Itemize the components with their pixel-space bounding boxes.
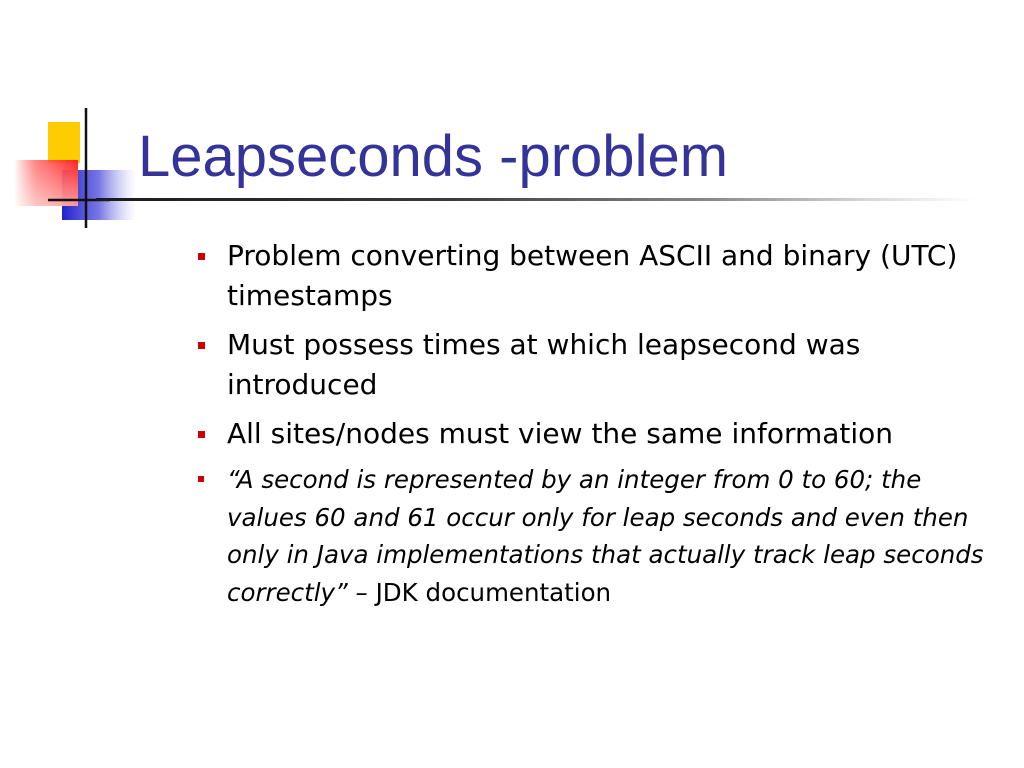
bullet-item (194, 414, 984, 454)
bullet-square-icon (198, 253, 205, 260)
bullet-square-icon (198, 476, 204, 482)
bullet-list (194, 236, 984, 611)
bullet-text: All sites/nodes must view the same information (227, 417, 894, 450)
yellow-square (48, 122, 80, 163)
quote-bullet-item (194, 461, 984, 611)
bullet-square-icon (198, 431, 205, 438)
bullet-square-icon (198, 342, 205, 349)
bullet-item (194, 325, 984, 405)
bullet-item (194, 236, 984, 316)
slide-title: Leapseconds -problem (138, 124, 729, 189)
bullet-text: Must possess times at which leapsecond was introduced (227, 328, 861, 401)
quote-text: “A second is represented by an integer from 0 to 60; the values 60 and 61 occur only for leap seconds and even then only in Java implementations that actually track leap seconds correctly” – (227, 465, 984, 607)
title-underline (96, 198, 976, 201)
quote-attribution: JDK documentation (367, 577, 612, 607)
bullet-text: Problem converting between ASCII and binary (UTC) timestamps (227, 239, 958, 312)
decorative-squares-logo (0, 100, 150, 235)
